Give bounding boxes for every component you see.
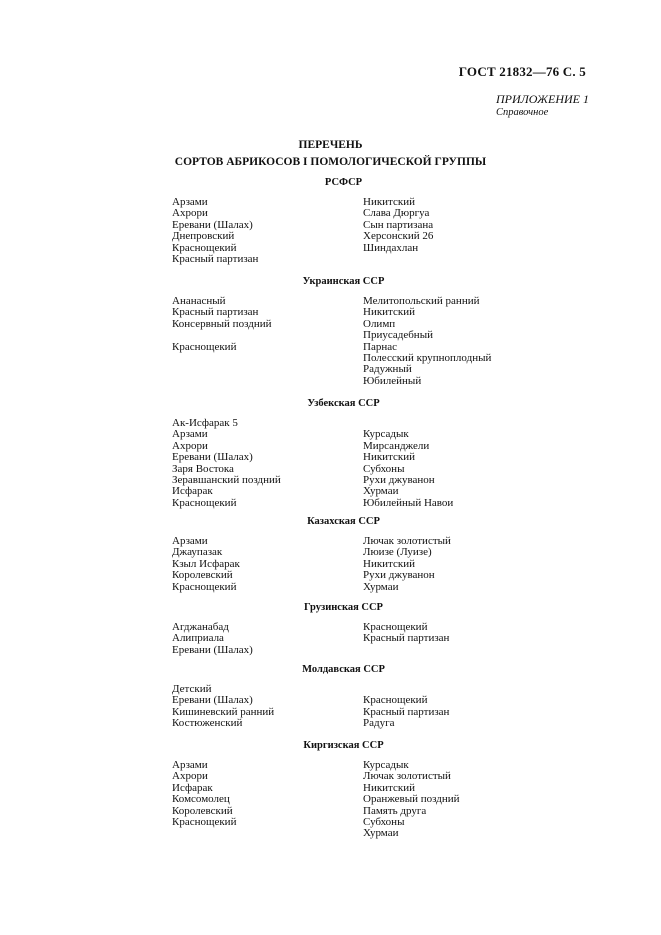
- variety-name: Красный партизан: [363, 632, 450, 645]
- variety-name: Еревани (Шалах): [172, 694, 253, 707]
- variety-name: Красный партизан: [172, 252, 259, 265]
- variety-name: Никитский: [363, 781, 416, 794]
- document-subtitle: СОРТОВ АБРИКОСОВ I ПОМОЛОГИЧЕСКОЙ ГРУППЫ: [174, 156, 487, 168]
- variety-column-left: [172, 760, 236, 828]
- variety-name: Субхоны: [363, 462, 405, 475]
- variety-name: Кзыл Исфарак: [172, 557, 240, 570]
- region-heading: Казахская ССР: [307, 516, 380, 527]
- variety-name: Еревани (Шалах): [172, 643, 253, 656]
- variety-name: Лючак золотистый: [363, 770, 451, 783]
- region-heading: Узбекская ССР: [307, 398, 380, 409]
- variety-name: Днепровский: [172, 230, 235, 243]
- variety-name: Никитский: [363, 451, 416, 464]
- region-section: [0, 602, 661, 656]
- variety-column-left: [172, 418, 281, 509]
- variety-name: Арзами: [172, 428, 208, 441]
- variety-name: Полесский крупноплодный: [363, 351, 492, 364]
- variety-name: Кишиневский ранний: [172, 705, 275, 718]
- variety-name: Радуга: [363, 717, 395, 730]
- variety-name: Юбилейный Навои: [363, 496, 454, 509]
- variety-name: Зеравшанский поздний: [172, 473, 281, 486]
- variety-column-left: [172, 622, 253, 656]
- variety-name: Королевский: [172, 804, 233, 817]
- variety-name: Краснощекий: [363, 694, 428, 707]
- variety-name: Краснощекий: [363, 621, 428, 633]
- region-heading: РСФСР: [324, 177, 363, 188]
- variety-name: Краснощекий: [172, 815, 237, 828]
- variety-name: Мирсанджели: [363, 439, 430, 452]
- appendix-title: ПРИЛОЖЕНИЕ 1: [496, 92, 589, 106]
- region-heading: Киргизская ССР: [303, 740, 384, 751]
- variety-column-right: [363, 536, 451, 593]
- variety-name: Заря Востока: [172, 462, 234, 475]
- variety-name: Лючак золотистый: [363, 535, 451, 547]
- variety-name: Хурмаи: [363, 580, 399, 593]
- region-section: [0, 276, 661, 387]
- variety-name: Херсонский 26: [363, 230, 434, 243]
- region-heading: Украинская ССР: [302, 276, 385, 287]
- variety-name: Юбилейный: [363, 374, 422, 387]
- standard-number: ГОСТ 21832—76 С. 5: [458, 64, 586, 79]
- variety-name: Мелитопольский ранний: [363, 295, 480, 307]
- variety-name: Комсомолец: [172, 793, 230, 806]
- variety-name: Хурмаи: [363, 827, 399, 840]
- variety-column-left: [172, 197, 258, 265]
- variety-column-right: [363, 296, 491, 387]
- variety-column-right: [363, 622, 449, 645]
- variety-name: Радужный: [363, 363, 412, 376]
- region-section: [0, 177, 661, 265]
- variety-name: Ахрори: [172, 207, 208, 220]
- variety-name: Рухи джуванон: [363, 473, 435, 486]
- variety-column-right: [363, 418, 453, 509]
- variety-name: Курсадык: [363, 428, 409, 441]
- variety-name: Приусадебный: [363, 329, 433, 342]
- variety-name: Сын партизана: [363, 218, 434, 231]
- appendix-label: [496, 93, 589, 119]
- variety-name: Арзами: [172, 535, 208, 547]
- variety-name: Краснощекий: [172, 580, 237, 593]
- variety-name: Олимп: [363, 317, 396, 330]
- variety-name: Краснощекий: [172, 496, 237, 509]
- variety-name: Красный партизан: [363, 705, 450, 718]
- variety-name: Никитский: [363, 196, 416, 208]
- region-section: [0, 740, 661, 840]
- variety-name: Арзами: [172, 759, 208, 771]
- variety-name: Еревани (Шалах): [172, 218, 253, 231]
- variety-column-right: [363, 197, 433, 254]
- variety-column-left: [172, 684, 274, 730]
- variety-name: Алиприала: [172, 632, 224, 645]
- variety-name: Никитский: [363, 306, 416, 319]
- variety-name: [172, 330, 271, 341]
- variety-name: Еревани (Шалах): [172, 451, 253, 464]
- document-title: ПЕРЕЧЕНЬ: [298, 139, 363, 151]
- region-section: [0, 398, 661, 509]
- variety-name: Исфарак: [172, 485, 213, 498]
- variety-name: Краснощекий: [172, 340, 237, 353]
- variety-name: Джаупазак: [172, 546, 223, 559]
- variety-name: Никитский: [363, 557, 416, 570]
- region-section: [0, 516, 661, 593]
- variety-name: Исфарак: [172, 781, 213, 794]
- variety-name: Арзами: [172, 196, 208, 208]
- variety-column-right: [363, 760, 460, 840]
- variety-column-left: [172, 536, 240, 593]
- variety-name: Ахрори: [172, 770, 208, 783]
- variety-name: Шиндахлан: [363, 241, 419, 254]
- variety-name: Люизе (Луизе): [363, 546, 432, 559]
- variety-name: Ахрори: [172, 439, 208, 452]
- variety-name: Ананасный: [172, 295, 226, 307]
- variety-name: Хурмаи: [363, 485, 399, 498]
- variety-name: Курсадык: [363, 759, 409, 771]
- region-heading: Грузинская ССР: [304, 602, 383, 613]
- variety-name: Рухи джуванон: [363, 569, 435, 582]
- variety-name: Память друга: [363, 804, 427, 817]
- variety-name: Красный партизан: [172, 306, 259, 319]
- appendix-subtitle: Справочное: [496, 107, 549, 118]
- variety-name: Оранжевый поздний: [363, 793, 460, 806]
- variety-name: Ак-Исфарак 5: [172, 417, 238, 429]
- region-heading: Молдавская ССР: [302, 664, 385, 675]
- variety-name: Субхоны: [363, 815, 405, 828]
- variety-name: Парнас: [363, 340, 397, 353]
- variety-name: Детский: [172, 683, 212, 695]
- region-section: [0, 664, 661, 730]
- variety-name: Консервный поздний: [172, 317, 272, 330]
- variety-name: Костюженский: [172, 717, 243, 730]
- variety-name: Королевский: [172, 569, 233, 582]
- variety-column-right: [363, 684, 449, 730]
- variety-column-left: [172, 296, 271, 353]
- variety-name: Агджанабад: [172, 621, 229, 633]
- variety-name: Краснощекий: [172, 241, 237, 254]
- variety-name: Слава Дюргуа: [363, 207, 430, 220]
